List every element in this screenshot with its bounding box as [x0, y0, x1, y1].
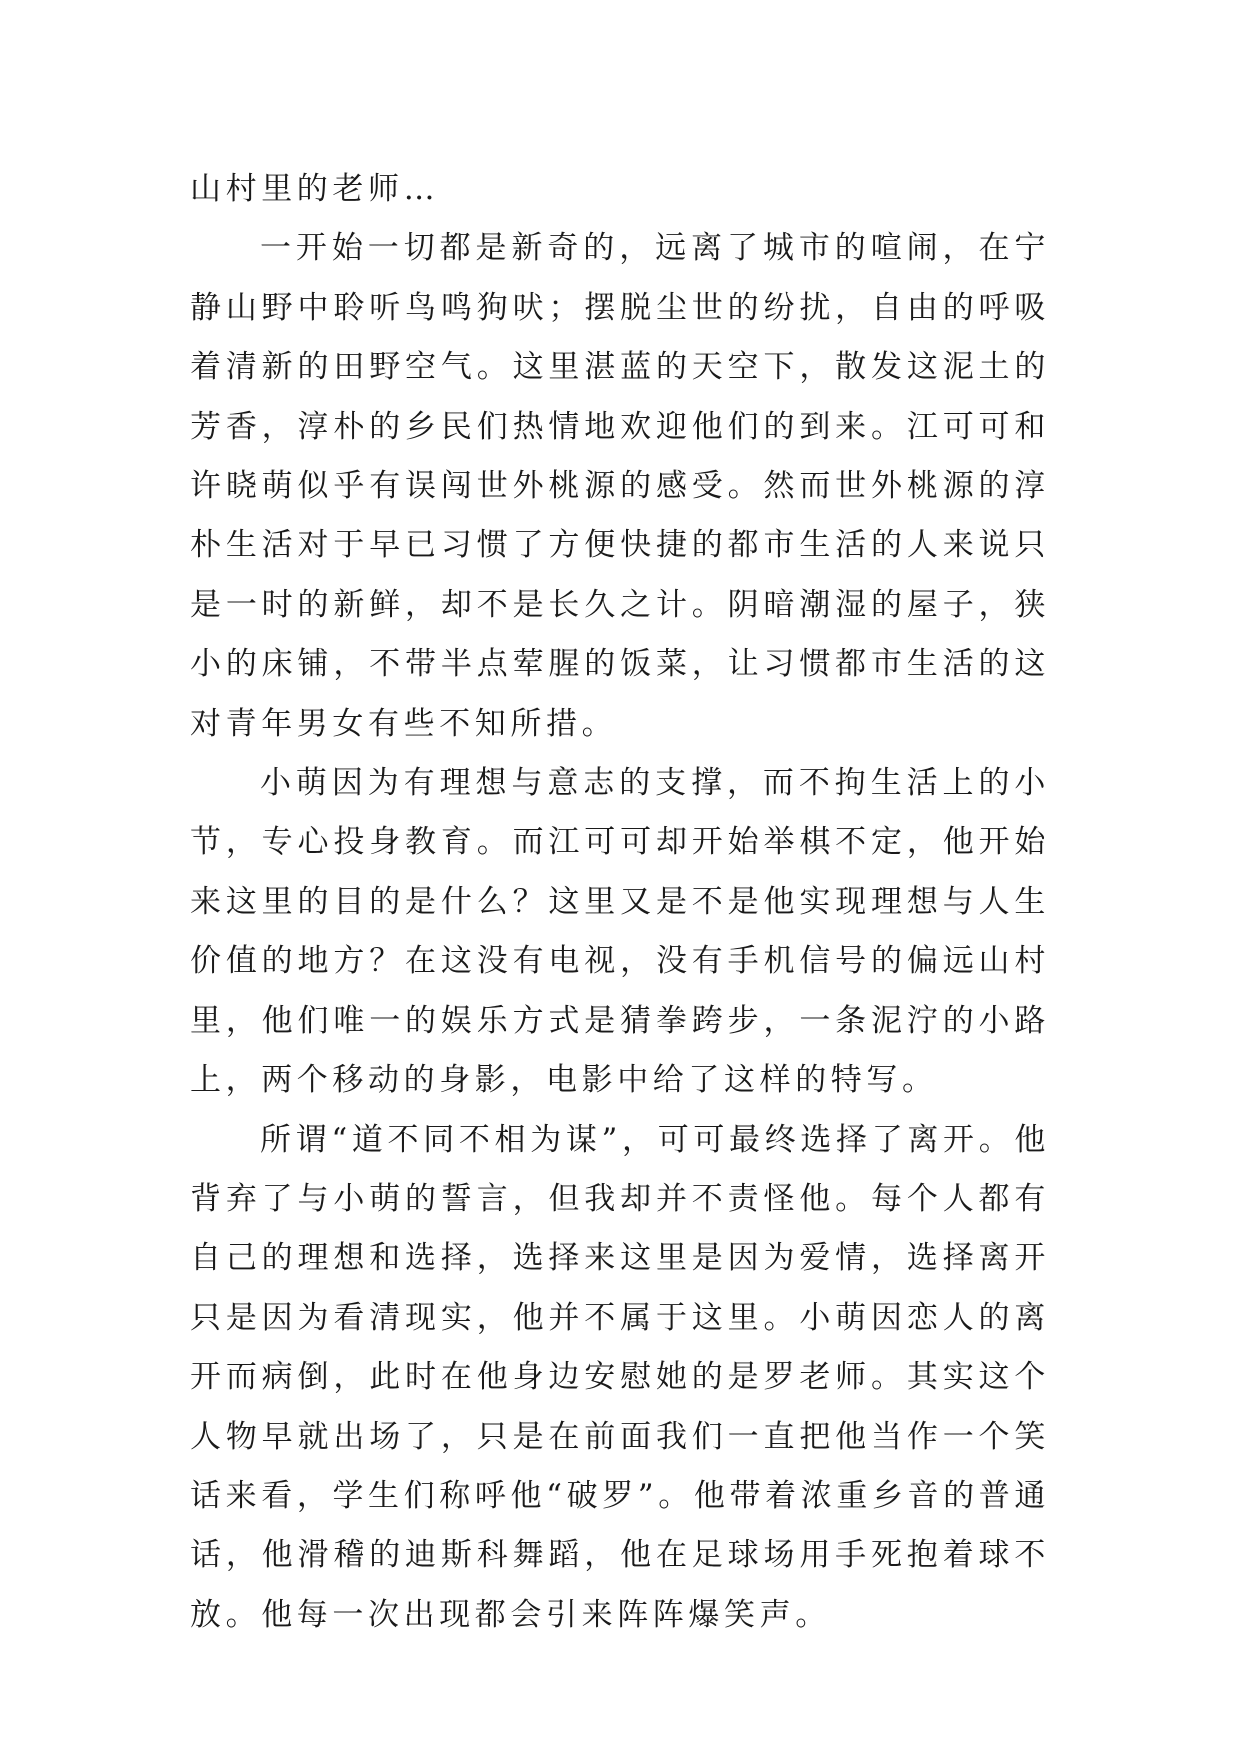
paragraph: 所谓“道不同不相为谋”，可可最终选择了离开。他背弃了与小萌的誓言，但我却并不责怪他。每个人都有自己的理想和选择，选择来这里是因为爱情，选择离开只是因为看清现实，他并不属于这里。小萌因恋人的离开而病倒，此时在他身边安慰她的是罗老师。其实这个人物早就出场了，只是在前面我们一直把他当作一个笑话来看，学生们称呼他“破罗”。他带着浓重乡音的普通话，他滑稽的迪斯科舞蹈，他在足球场用手死抱着球不放。他每一次出现都会引来阵阵爆笑声。	[190, 1121, 1050, 1633]
paragraph: 一开始一切都是新奇的，远离了城市的喧闹，在宁静山野中聆听鸟鸣狗吠；摆脱尘世的纷扰，自由的呼吸着清新的田野空气。这里湛蓝的天空下，散发这泥土的芳香，淳朴的乡民们热情地欢迎他们的到来。江可可和许晓萌似乎有误闯世外桃源的感受。然而世外桃源的淳朴生活对于早已习惯了方便快捷的都市生活的人来说只是一时的新鲜，却不是长久之计。阴暗潮湿的屋子，狭小的床铺，不带半点荤腥的饭菜，让习惯都市生活的这对青年男女有些不知所措。	[190, 230, 1050, 742]
paragraph-continuation: 山村里的老师…	[190, 171, 440, 207]
paragraph: 小萌因为有理想与意志的支撑，而不拘生活上的小节，专心投身教育。而江可可却开始举棋不定，他开始来这里的目的是什么？这里又是不是他实现理想与人生价值的地方？在这没有电视，没有手机信号的偏远山村里，他们唯一的娱乐方式是猜拳跨步，一条泥泞的小路上，两个移动的身影，电影中给了这样的特写。	[190, 765, 1050, 1099]
body-text	[190, 160, 1050, 1645]
